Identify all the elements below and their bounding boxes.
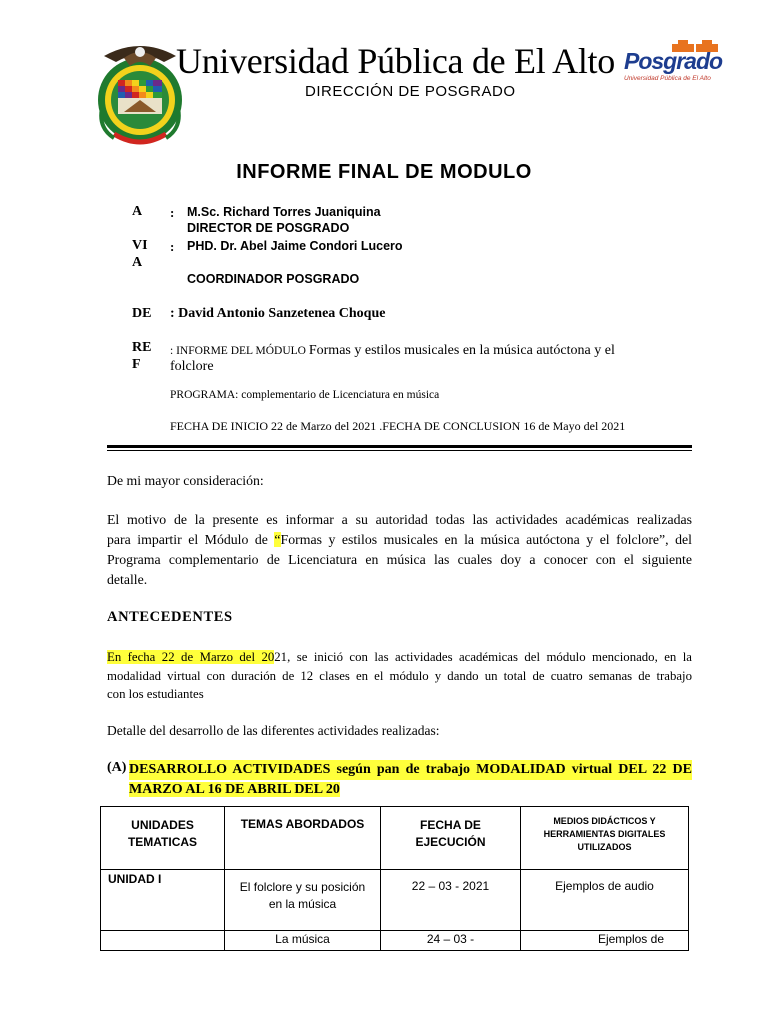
antecedentes-heading: ANTECEDENTES: [107, 609, 233, 625]
ref-subject-line2: folclore: [170, 359, 214, 374]
from-label: DE: [132, 306, 152, 321]
cell-fecha: 22 – 03 - 2021: [381, 870, 521, 931]
posgrado-logo: [620, 38, 744, 86]
header-unidades-l1: UNIDADES: [131, 818, 194, 832]
via-label-line2: A: [132, 255, 143, 270]
section-a-label: (A): [107, 760, 127, 775]
antecedentes-line-1: [107, 648, 692, 667]
activities-table: [100, 806, 689, 951]
antecedentes-line-2: modalidad virtual con duración de 12 clases en el módulo y dando un total de cuatro semanas de trabajo: [107, 668, 692, 683]
header-temas-l1: TEMAS ABORDADOS: [240, 817, 365, 831]
program-line: PROGRAMA: complementario de Licenciatura en música: [170, 389, 440, 401]
posgrado-logo-text: Posgrado: [624, 48, 723, 74]
section-a-title-line2-text: MARZO AL 16 DE ABRIL DEL 20: [129, 782, 340, 797]
greeting: De mi mayor consideración:: [107, 473, 264, 488]
cell-tema: [225, 870, 381, 931]
antecedentes-date-highlight: En fecha 22 de Marzo del 20: [107, 650, 275, 664]
intro-line-2: [107, 530, 692, 550]
via-label-line1: VI: [132, 238, 148, 253]
to-role: DIRECTOR DE POSGRADO: [187, 221, 350, 235]
antecedentes-line-3: con los estudiantes: [107, 687, 204, 701]
detail-intro: Detalle del desarrollo de las diferentes actividades realizadas:: [107, 723, 440, 738]
header-medios-l3: UTILIZADOS: [577, 842, 632, 852]
table-header-row: [101, 807, 689, 870]
separator-rule-thin: [107, 450, 692, 451]
to-name: M.Sc. Richard Torres Juaniquina: [187, 205, 381, 219]
to-label: A: [132, 204, 143, 219]
intro-line-4: detalle.: [107, 572, 148, 587]
direction-heading: DIRECCIÓN DE POSGRADO: [305, 83, 516, 100]
cell-fecha: 24 – 03 -: [381, 931, 521, 951]
header-fecha-l1: FECHA DE: [420, 818, 481, 832]
ref-label-line2: F: [132, 357, 141, 372]
ref-prefix: : INFORME DEL MÓDULO: [170, 345, 309, 357]
header-medios: [521, 807, 689, 870]
table-row: [101, 870, 689, 931]
header-fecha-l2: EJECUCIÓN: [415, 835, 486, 849]
table-row: [101, 931, 689, 951]
separator-rule: [107, 445, 692, 448]
cell-unidad: UNIDAD I: [101, 870, 225, 931]
header-medios-l2: HERRAMIENTAS DIGITALES: [543, 829, 666, 839]
cell-tema: La música: [225, 931, 381, 951]
cell-tema-l1: El folclore y su posición: [239, 880, 366, 894]
cell-medios: Ejemplos de audio: [521, 870, 689, 931]
intro-line-2a: para impartir el Módulo de: [107, 532, 275, 547]
intro-line-1: El motivo de la presente es informar a su autoridad todas las actividades académicas realizadas: [107, 512, 692, 527]
header-temas: [225, 807, 381, 870]
cell-unidad: [101, 931, 225, 951]
via-role: COORDINADOR POSGRADO: [187, 272, 360, 286]
university-name: Universidad Pública de El Alto: [176, 41, 615, 81]
cell-medios: Ejemplos de: [521, 931, 689, 951]
dates-line: FECHA DE INICIO 22 de Marzo del 2021 .FECHA DE CONCLUSION 16 de Mayo del 2021: [170, 419, 626, 433]
intro-quote-highlight: “: [274, 532, 281, 547]
from-name: : David Antonio Sanzetenea Choque: [170, 306, 386, 321]
header-unidades: [101, 807, 225, 870]
header-unidades-l2: TEMATICAS: [127, 835, 198, 849]
ref-subject-line1: [170, 341, 615, 359]
intro-line-3: Programa complementario de Licenciatura en música las cuales doy a conocer con el siguiente: [107, 552, 692, 567]
cell-tema-l2: en la música: [268, 897, 337, 911]
university-seal-logo: [94, 38, 186, 150]
section-a-title: [129, 760, 692, 800]
intro-line-2c: Formas y estilos musicales en la música autóctona y el folclore”, del: [280, 532, 692, 547]
section-a-title-line1: DESARROLLO ACTIVIDADES según pan de trabajo MODALIDAD virtual DEL 22 DE: [129, 760, 692, 780]
ref-subject: Formas y estilos musicales en la música autóctona y el: [308, 343, 615, 358]
section-a-title-line2: [129, 780, 692, 800]
antecedentes-line-1b: 21, se inició con las actividades académicas del módulo mencionado, en la: [274, 650, 692, 664]
intro-paragraph: [107, 510, 692, 590]
report-title: INFORME FINAL DE MODULO: [236, 161, 532, 183]
header-fecha: [381, 807, 521, 870]
ref-label-line1: RE: [132, 340, 152, 355]
header-medios-l1: MEDIOS DIDÁCTICOS Y: [553, 816, 656, 826]
posgrado-logo-subtext: Universidad Pública de El Alto: [624, 75, 711, 82]
to-colon: :: [170, 205, 175, 220]
antecedentes-paragraph: [107, 648, 692, 704]
via-name: PHD. Dr. Abel Jaime Condori Lucero: [187, 239, 403, 253]
via-colon: :: [170, 239, 175, 254]
